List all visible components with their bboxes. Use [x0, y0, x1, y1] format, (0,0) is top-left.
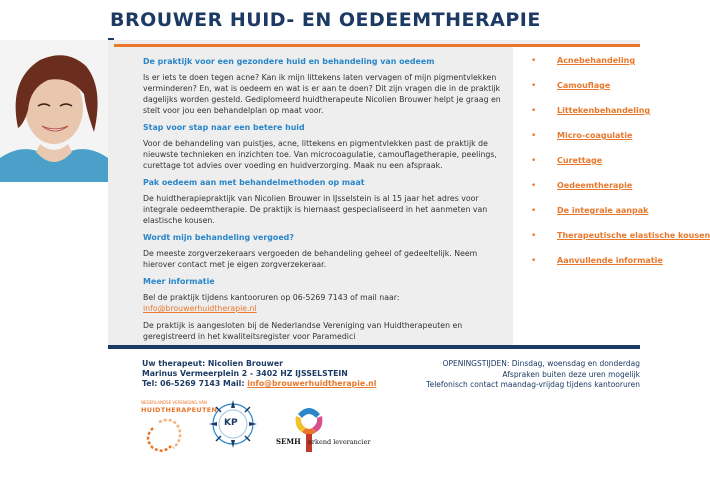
sidebar-link-camouflage[interactable]: Camouflage	[557, 81, 611, 90]
phone-contact-text: Telefonisch contact maandag-vrijdag tijdens kantooruren	[426, 380, 640, 389]
bullet-icon: •	[531, 156, 537, 166]
sidebar-link-acnebehandeling[interactable]: Acnebehandeling	[557, 56, 636, 65]
appointments-text: Afspraken buiten deze uren mogelijk	[502, 369, 640, 379]
sidebar-item	[531, 231, 710, 256]
bullet-icon: •	[531, 131, 537, 141]
sidebar-link-curettage[interactable]: Curettage	[557, 156, 603, 165]
site-title: BROUWER HUID- EN OEDEEMTHERAPIE	[110, 9, 541, 31]
bullet-icon: •	[531, 256, 537, 266]
nvh-logo-title: HUIDTHERAPEUTEN	[141, 406, 218, 414]
bullet-icon: •	[531, 81, 537, 91]
main-content	[143, 56, 509, 348]
bullet-icon: •	[531, 181, 537, 191]
sidebar-item	[531, 181, 640, 206]
sidebar-item	[531, 156, 640, 181]
section-paragraph: De huidtherapiepraktijk van Nicolien Brouwer in IJsselstein is al 15 jaar het adres voor integrale oedeemtherapie. De praktijk is hiernaast gespecialiseerd in het aanmeten van elastische kousen.	[143, 194, 488, 225]
nvh-logo	[137, 398, 218, 456]
affiliation-paragraph: De praktijk is aangesloten bij de Nederlandse Vereniging van Huidtherapeuten en geregistreerd in het kwaliteitsregister voor Paramedici	[143, 321, 463, 341]
therapist-address: Marinus Vermeerplein 2 - 3402 HZ IJSSELSTEIN	[142, 369, 348, 378]
footer	[108, 345, 640, 391]
section-paragraph: De meeste zorgverzekeraars vergoeden de behandeling geheel of gedeeltelijk. Neem hierover contact met je eigen zorgverzekeraar.	[143, 249, 478, 269]
section-heading: Stap voor stap naar een betere huid	[143, 123, 305, 132]
bullet-icon: •	[531, 206, 537, 216]
therapist-phone-mail	[142, 379, 376, 389]
bullet-icon: •	[531, 106, 537, 116]
sidebar-item	[531, 256, 663, 281]
nvh-logo-small: NEDERLANDSE VERENIGING VAN	[141, 400, 207, 405]
phone-text: Tel: 06-5269 7143 Mail:	[142, 379, 248, 388]
semh-logo-text	[276, 437, 371, 446]
email-link[interactable]: info@brouwerhuidtherapie.nl	[143, 304, 257, 313]
contact-paragraph	[143, 292, 509, 314]
section-heading: Pak oedeem aan met behandelmethoden op maat	[143, 178, 365, 187]
semh-logo	[276, 400, 384, 454]
sidebar-nav	[531, 56, 710, 281]
sidebar-item	[531, 131, 640, 156]
bullet-icon: •	[531, 231, 537, 241]
footer-email-link[interactable]: info@brouwerhuidtherapie.nl	[247, 379, 377, 388]
kp-logo	[204, 397, 262, 455]
section-paragraph: Voor de behandeling van puistjes, acne, littekens en pigmentvlekken past de praktijk de nieuwste technieken en inzichten toe. Van microcoagulatie, camouflagetherapie, peelings, curettage tot advies over voeding en huidverzorging. Maak nu een afspraak.	[143, 139, 497, 170]
section-heading: Meer informatie	[143, 277, 215, 286]
sidebar-item	[531, 206, 649, 231]
therapist-name: Uw therapeut: Nicolien Brouwer	[142, 359, 284, 368]
sidebar-item	[531, 56, 640, 81]
therapist-contact	[142, 359, 376, 389]
sidebar-link-micro-coagulatie[interactable]: Micro-coagulatie	[557, 131, 633, 140]
sidebar-item	[531, 106, 651, 131]
sidebar-link-therapeutische-kousen[interactable]: Therapeutische elastische kousen	[557, 231, 710, 240]
sidebar-link-aanvullende-informatie[interactable]: Aanvullende informatie	[557, 256, 663, 265]
section-paragraph: Is er iets te doen tegen acne? Kan ik mijn littekens laten vervagen of mijn pigmentvlekken verminderen? En, wat is oedeem en wat is er aan te doen? Dit zijn vragen die in de praktijk dagelijks worden gesteld. Gediplomeerd huidtherapeute Nicolien Brouwer helpt je graag en stelt voor jou een behandelplan op maat voor.	[143, 73, 501, 115]
semh-erkend: erkend leverancier	[308, 438, 371, 446]
opening-hours	[380, 359, 640, 391]
section-heading: Wordt mijn behandeling vergoed?	[143, 233, 294, 242]
sidebar-link-integrale-aanpak[interactable]: De integrale aanpak	[557, 206, 649, 215]
contact-text: Bel de praktijk tijdens kantooruren op 06-5269 7143 of mail naar:	[143, 293, 400, 302]
bullet-icon: •	[531, 56, 537, 66]
hours-text: OPENINGSTIJDEN: Dinsdag, woensdag en donderdag	[442, 359, 640, 368]
semh-name: SEMH	[276, 437, 301, 446]
sidebar-item	[531, 81, 640, 106]
sidebar-link-littekenbehandeling[interactable]: Littekenbehandeling	[557, 106, 651, 115]
kp-logo-text: KP	[224, 418, 238, 428]
therapist-photo	[0, 40, 108, 182]
section-heading: De praktijk voor een gezondere huid en behandeling van oedeem	[143, 57, 435, 66]
sidebar-link-oedeemtherapie[interactable]: Oedeemtherapie	[557, 181, 633, 190]
